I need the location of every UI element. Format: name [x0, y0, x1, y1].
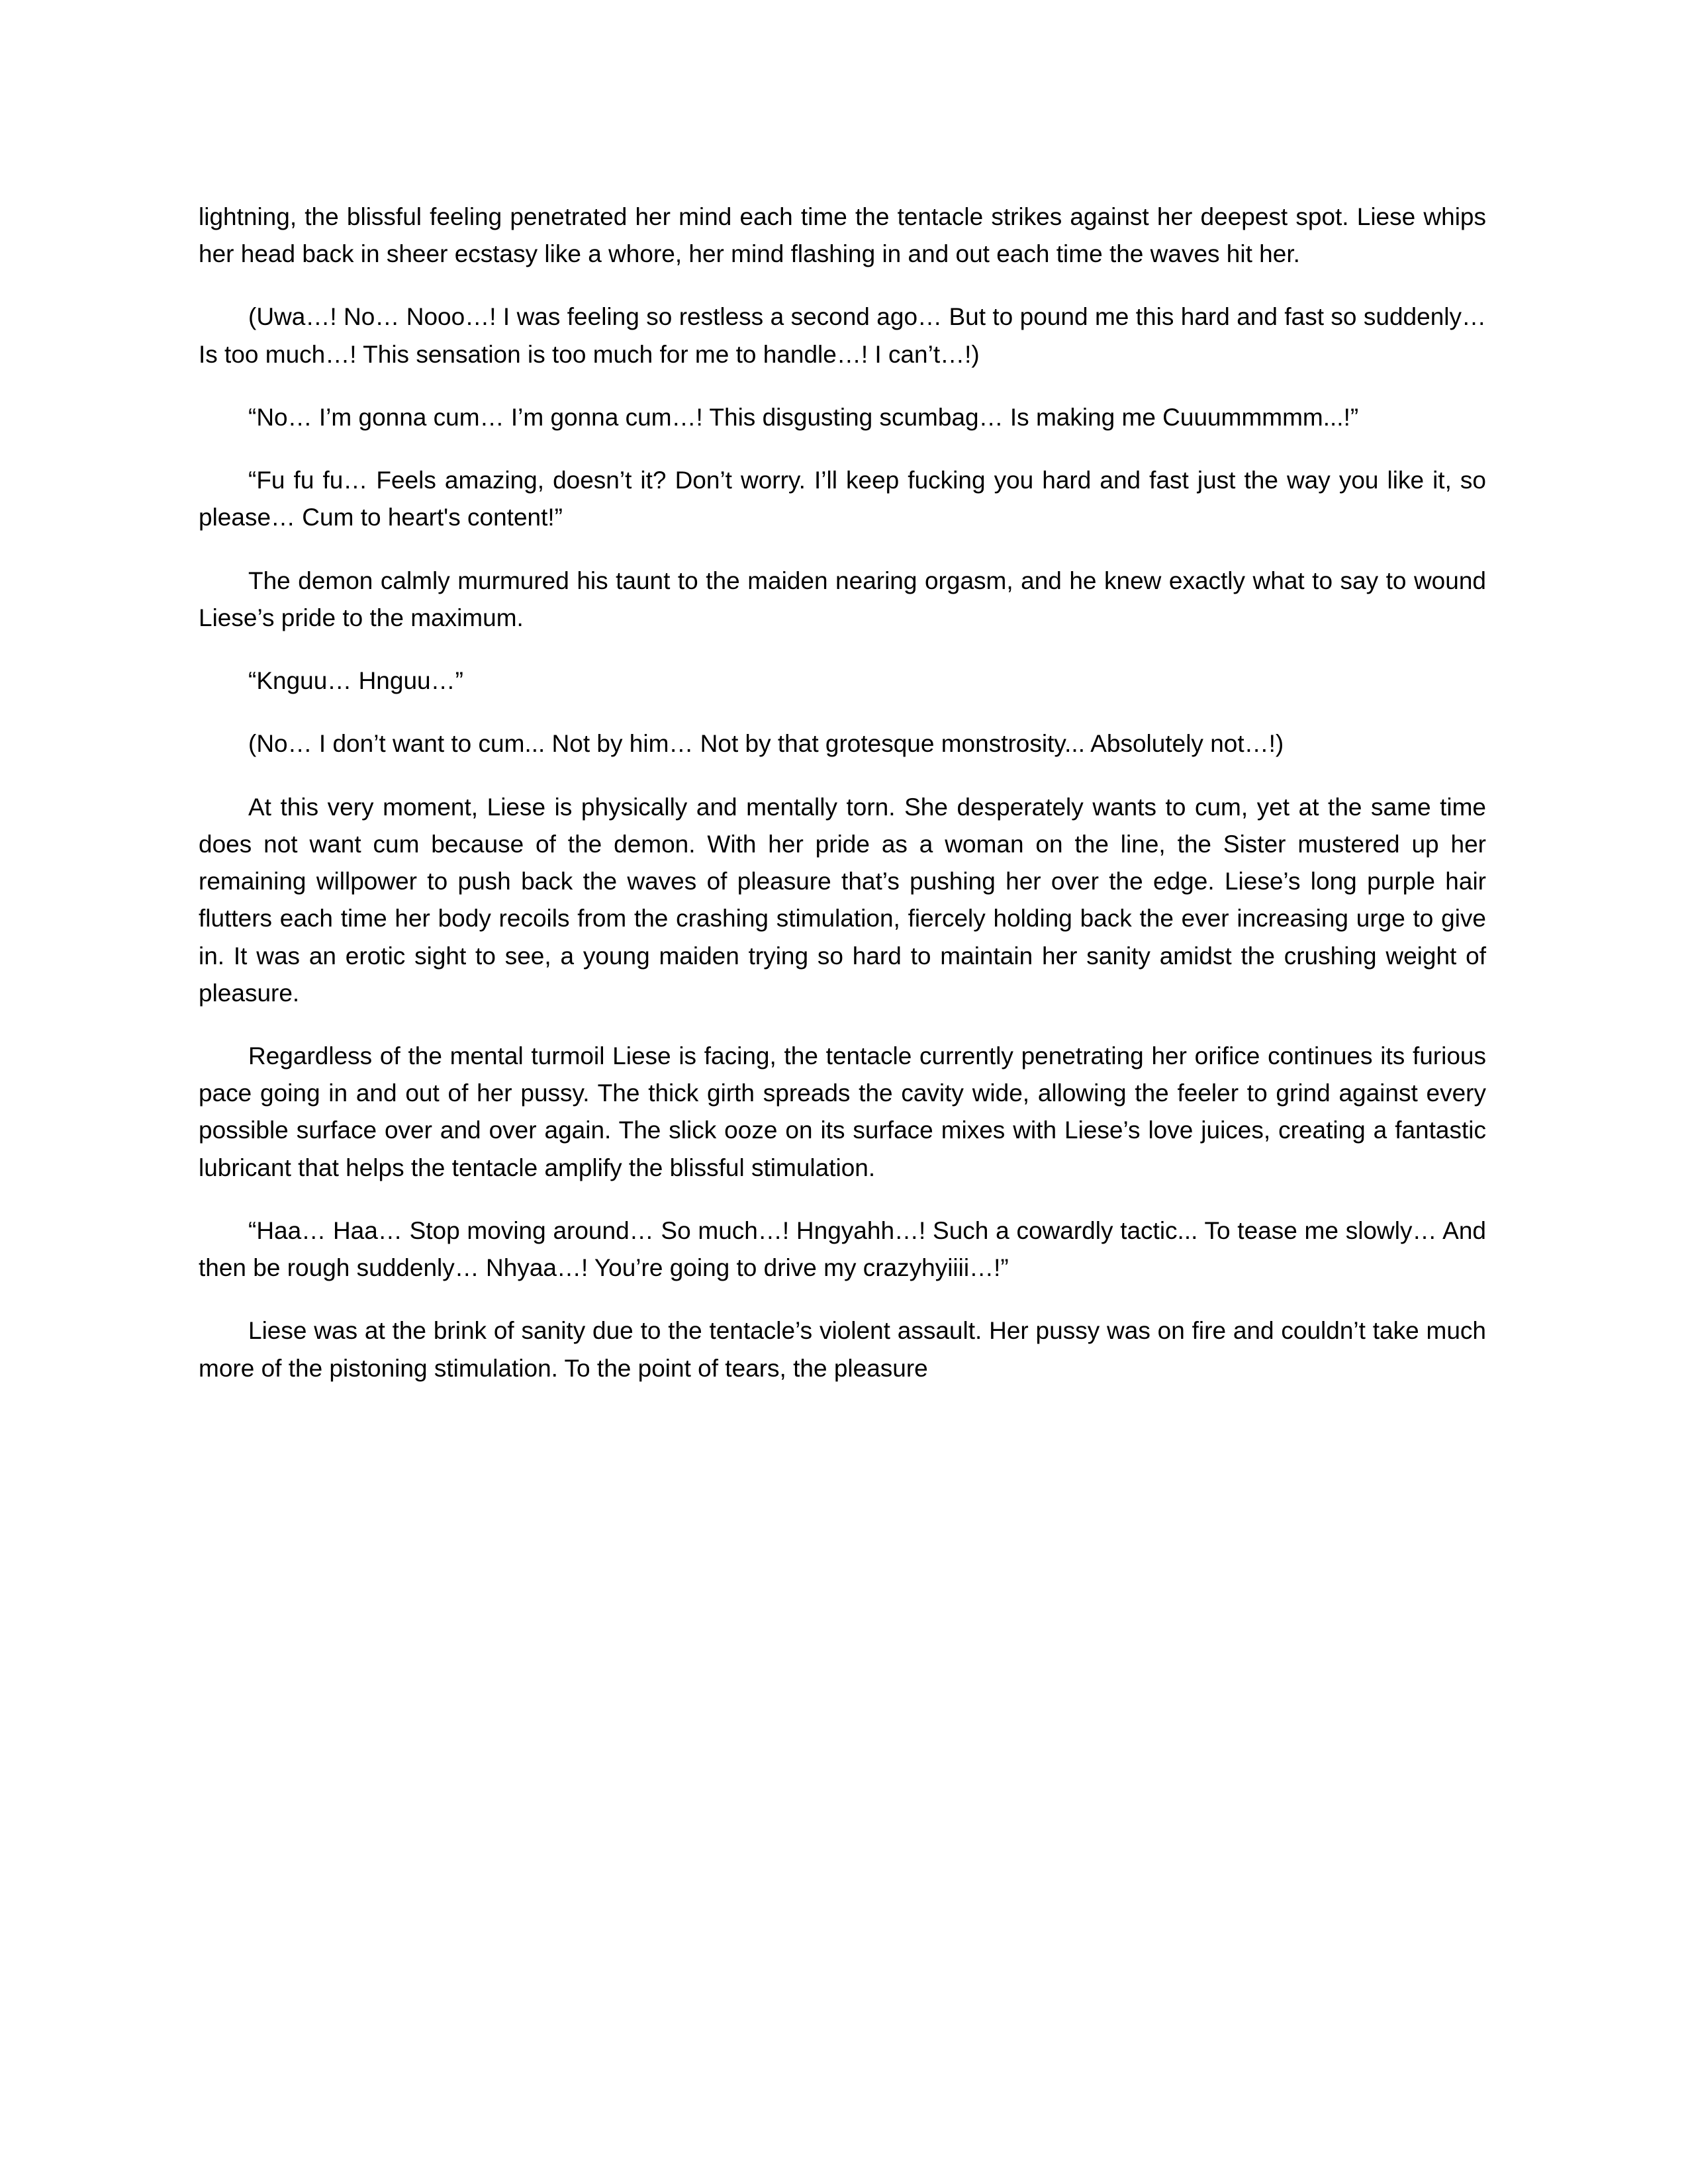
paragraph: Regardless of the mental turmoil Liese is facing, the tentacle currently penetrating her orifice continues its furious pace going in and out of her pussy. The thick girth spreads the cavity wide, allowing the feeler to grind against every possible surface over and over again. The slick ooze on its surface mixes with Liese’s love juices, creating a fantastic lubricant that helps the tentacle amplify the blissful stimulation. — [199, 1042, 1486, 1181]
document-body — [199, 199, 1486, 1387]
paragraph: The demon calmly murmured his taunt to the maiden nearing orgasm, and he knew exactly what to say to wound Liese’s pride to the maximum. — [199, 567, 1486, 631]
paragraph: lightning, the blissful feeling penetrated her mind each time the tentacle strikes against her deepest spot. Liese whips her head back in sheer ecstasy like a whore, her mind flashing in and out each time the waves hit her. — [199, 203, 1486, 268]
paragraph: “Fu fu fu… Feels amazing, doesn’t it? Don’t worry. I’ll keep fucking you hard and fast just the way you like it, so please… Cum to heart's content!” — [199, 467, 1486, 531]
paragraph: “Haa… Haa… Stop moving around… So much…! Hngyahh…! Such a cowardly tactic... To tease me slowly… And then be rough suddenly… Nhyaa…! You’re going to drive my crazyhyiiii…!” — [199, 1216, 1486, 1282]
paragraph: At this very moment, Liese is physically and mentally torn. She desperately wants to cum, yet at the same time does not want cum because of the demon. With her pride as a woman on the line, the Sister mustered up her remaining willpower to push back the waves of pleasure that’s pushing her over the edge. Liese’s long purple hair flutters each time her body recoils from the crashing stimulation, fiercely holding back the ever increasing urge to give in. It was an erotic sight to see, a young maiden trying so hard to maintain her sanity amidst the crushing weight of pleasure. — [199, 793, 1486, 1007]
paragraph: “Knguu… Hnguu…” — [248, 667, 463, 695]
paragraph: “No… I’m gonna cum… I’m gonna cum…! This disgusting scumbag… Is making me Cuuummmmm...!” — [248, 403, 1359, 431]
paragraph: (Uwa…! No… Nooo…! I was feeling so restless a second ago… But to pound me this hard and fast so suddenly… Is too much…! This sensation is too much for me to handle…! I can’t…!) — [199, 303, 1486, 368]
paragraph: (No… I don’t want to cum... Not by him… Not by that grotesque monstrosity... Absolutely not…!) — [248, 730, 1284, 758]
paragraph: Liese was at the brink of sanity due to the tentacle’s violent assault. Her pussy was on fire and couldn’t take much more of the pistoning stimulation. To the point of tears, the pleasure — [199, 1317, 1486, 1382]
